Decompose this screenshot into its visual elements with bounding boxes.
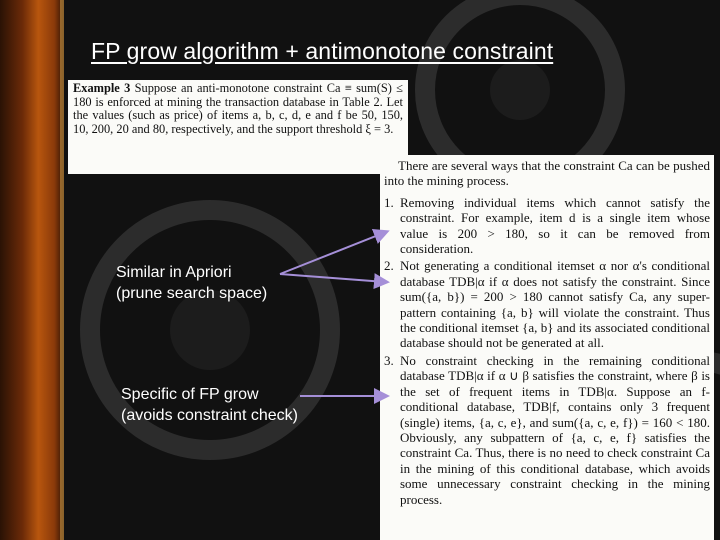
method-number: 2. <box>384 258 394 274</box>
decorative-side-bar <box>0 0 64 540</box>
methods-panel <box>380 155 714 540</box>
methods-intro: There are several ways that the constraint Ca can be pushed into the mining process. <box>384 158 710 189</box>
method-text: No constraint checking in the remaining conditional database TDB|α if α ∪ β satisfies the constraint, where β is the set of frequent items in TDB|α. Suppose an f-conditional database, TDB|f, contains only 3 frequent (single) items, {a, c, e}, and sum({a, c, e, f}) = 160 < 180. Obviously, any subpattern of {a, c, e, f} satisfies the constraint Ca. Thus, there is no need to check constraint Ca in the mining of this conditional database, which avoids some unnecessary constraint checking in the mining process. <box>400 352 710 507</box>
method-number: 1. <box>384 194 394 210</box>
decorative-side-bar-accent <box>60 0 64 540</box>
method-text: Not generating a conditional itemset α nor α's conditional database TDB|α if α does not satisfy the constraint. Since sum({a, b}) = 200 > 180 cannot satisfy Ca, any super-pattern containing {a, b} will violate the constraint. Thus the conditional itemset {a, b} and its associated conditional database should not be generated at all. <box>400 258 710 351</box>
callout-fp-grow: Specific of FP grow (avoids constraint check) <box>121 386 298 424</box>
method-item-1 <box>384 195 710 257</box>
example-label: Example 3 <box>73 81 131 95</box>
method-item-3 <box>384 353 710 507</box>
example-text: Suppose an anti-monotone constraint Ca ≡ sum(S) ≤ 180 is enforced at mining the transaction database in Table 2. Let the values (such as price) of items a, b, c, d, e and f be 50, 150, 10, 200, 20 and 80, respectively, and the support threshold ξ = 3. <box>73 81 403 136</box>
callout-apriori: Similar in Apriori (prune search space) <box>116 264 268 302</box>
example-panel <box>68 80 408 174</box>
method-item-2 <box>384 258 710 350</box>
slide-title: FP grow algorithm + antimonotone constraint <box>91 38 554 64</box>
method-text: Removing individual items which cannot satisfy the constraint. For example, item d is a single item whose value is 200 > 180, so it can be removed from consideration. <box>400 194 710 257</box>
method-number: 3. <box>384 352 394 368</box>
